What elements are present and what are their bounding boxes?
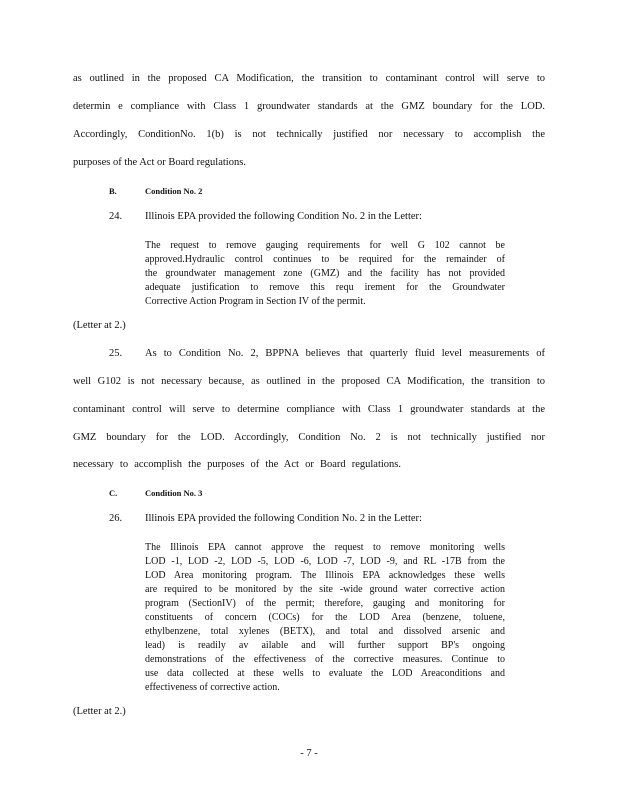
- quote-line: are required to be monitored by the site -wide ground water corrective action: [145, 584, 505, 595]
- body-line: as outlined in the proposed CA Modification, the transition to contaminant control will serve to: [73, 73, 545, 84]
- block-quote: [145, 239, 505, 309]
- citation: (Letter at 2.): [73, 320, 126, 331]
- paragraph-number: 25.: [109, 348, 123, 359]
- citation: (Letter at 2.): [73, 706, 126, 717]
- section-title: Condition No. 2: [145, 186, 203, 196]
- section-letter: B.: [109, 186, 117, 196]
- quote-line: program (SectionIV) of the permit; therefore, gauging and monitoring for: [145, 598, 505, 609]
- quote-line: Corrective Action Program in Section IV of the permit.: [145, 296, 366, 307]
- body-line: necessary to accomplish the purposes of the Act or Board regulations.: [73, 459, 401, 470]
- quote-line: constituents of concern (COCs) for the LOD Area (benzene, toluene,: [145, 612, 505, 623]
- section-title: Condition No. 3: [145, 488, 203, 498]
- quote-line: ethylbenzene, total xylenes (BETX), and total and dissolved arsenic and: [145, 626, 505, 637]
- body-line: determin e compliance with Class 1 groundwater standards at the GMZ boundary for the LOD.: [73, 101, 545, 112]
- body-line: well G102 is not necessary because, as outlined in the proposed CA Modification, the transition to: [73, 376, 545, 387]
- body-line: GMZ boundary for the LOD. Accordingly, Condition No. 2 is not technically justified nor: [73, 432, 545, 443]
- quote-line: use data collected at these wells to evaluate the LOD Areaconditions and: [145, 668, 505, 679]
- quote-line: the groundwater management zone (GMZ) and the facility has not provided: [145, 268, 505, 279]
- quote-line: LOD Area monitoring program. The Illinois EPA acknowledges these wells: [145, 570, 505, 581]
- quote-line: demonstrations of the effectiveness of the corrective measures. Continue to: [145, 654, 505, 665]
- block-quote: [145, 541, 505, 695]
- section-heading-b: [109, 186, 203, 196]
- body-line: purposes of the Act or Board regulations.: [73, 157, 246, 168]
- section-letter: C.: [109, 488, 118, 498]
- quote-line: The Illinois EPA cannot approve the request to remove monitoring wells: [145, 542, 505, 553]
- body-line: As to Condition No. 2, BPPNA believes that quarterly fluid level measurements of: [145, 348, 545, 359]
- quote-line: adequate justification to remove this requ irement for the Groundwater: [145, 282, 505, 293]
- quote-line: lead) is readily av ailable and will further support BP's ongoing: [145, 640, 505, 651]
- paragraph-number: 26.: [109, 513, 123, 524]
- section-heading-c: [109, 488, 203, 498]
- quote-line: The request to remove gauging requirements for well G 102 cannot be: [145, 240, 505, 251]
- page-number: - 7 -: [300, 748, 318, 759]
- paragraph-lead: Illinois EPA provided the following Condition No. 2 in the Letter:: [145, 513, 422, 524]
- paragraph-number: 24.: [109, 211, 123, 222]
- quote-line: approved.Hydraulic control continues to be required for the remainder of: [145, 254, 505, 265]
- body-line: contaminant control will serve to determine compliance with Class 1 groundwater standards at the: [73, 404, 545, 415]
- quote-line: effectiveness of corrective action.: [145, 682, 280, 693]
- quote-line: LOD -1, LOD -2, LOD -5, LOD -6, LOD -7, LOD -9, and RL -17B from the: [145, 556, 505, 567]
- body-line: Accordingly, ConditionNo. 1(b) is not technically justified nor necessary to accomplish the: [73, 129, 545, 140]
- paragraph-lead: Illinois EPA provided the following Condition No. 2 in the Letter:: [145, 211, 422, 222]
